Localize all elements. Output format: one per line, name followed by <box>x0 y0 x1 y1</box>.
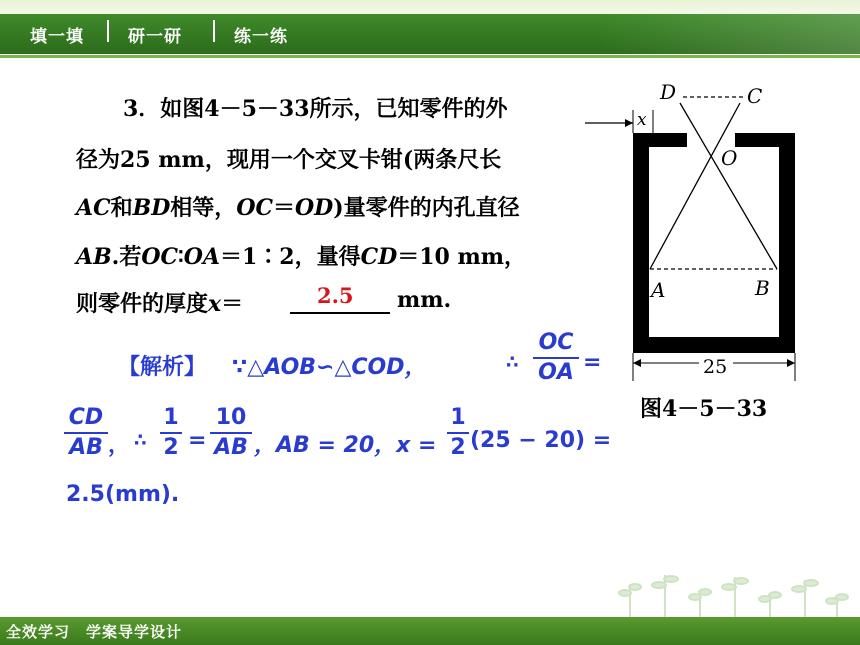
arrow-head-icon <box>633 359 641 367</box>
nav-tab-study[interactable]: 研一研 <box>128 27 182 47</box>
solution-tail: (25 − 20) = <box>470 428 612 453</box>
answer-blank <box>290 312 390 314</box>
problem-line-4: AB.若OC∶OA＝1∶2，量得CD＝10 mm， <box>76 244 527 270</box>
nav-tab-fill[interactable]: 填一填 <box>30 27 84 47</box>
solution-because: ∵△AOB∽△COD， <box>232 355 427 380</box>
nav-separator <box>107 20 109 42</box>
problem-line-1: 3．如图4－5－33所示，已知零件的外 <box>123 96 508 122</box>
label-b: B <box>755 276 770 300</box>
figure-caption: 图4－5－33 <box>640 396 768 422</box>
problem-line-3: AC和BD相等，OC＝OD)量零件的内孔直径 <box>76 195 520 221</box>
part-cross-section <box>633 133 795 353</box>
nav-underline <box>0 55 860 58</box>
figure-caliper-diagram <box>575 75 815 390</box>
equals-sign: = <box>583 350 602 375</box>
fraction-oc-oa: OC OA <box>533 330 579 386</box>
arrow-head-icon <box>625 119 633 127</box>
therefore-symbol: ∴ <box>506 352 519 373</box>
fraction-1-2: 1 2 <box>160 405 182 461</box>
unit-mm: mm. <box>397 287 452 313</box>
solution-label: 【解析】 <box>118 355 207 380</box>
answer-value: 2.5 <box>317 283 354 308</box>
fraction-10-ab: 10 AB <box>210 405 252 461</box>
therefore-symbol: ∴ <box>134 430 147 451</box>
footer-text: 全效学习 学案导学设计 <box>6 623 183 641</box>
nav-tab-practice[interactable]: 练一练 <box>234 27 288 47</box>
comma: ， <box>108 433 131 458</box>
label-o: O <box>721 146 738 170</box>
label-d: D <box>660 80 677 104</box>
label-x: x <box>637 110 647 130</box>
solution-ab-x: ，AB = 20，x = <box>254 433 437 458</box>
solution-result: 2.5(mm). <box>66 482 180 507</box>
fraction-half: 1 2 <box>447 405 469 461</box>
arrow-head-icon <box>787 359 795 367</box>
fraction-cd-ab: CD AB <box>64 405 108 461</box>
problem-line-5: 则零件的厚度x＝ <box>76 291 244 317</box>
plant-decoration-icon <box>615 565 855 620</box>
nav-sheen <box>600 14 860 54</box>
label-a: A <box>651 278 666 302</box>
equals-sign: = <box>188 428 207 453</box>
nav-separator <box>213 20 215 42</box>
label-25: 25 <box>703 356 728 378</box>
problem-line-2: 径为25 mm，现用一个交叉卡钳(两条尺长 <box>76 147 502 173</box>
label-c: C <box>747 84 763 108</box>
